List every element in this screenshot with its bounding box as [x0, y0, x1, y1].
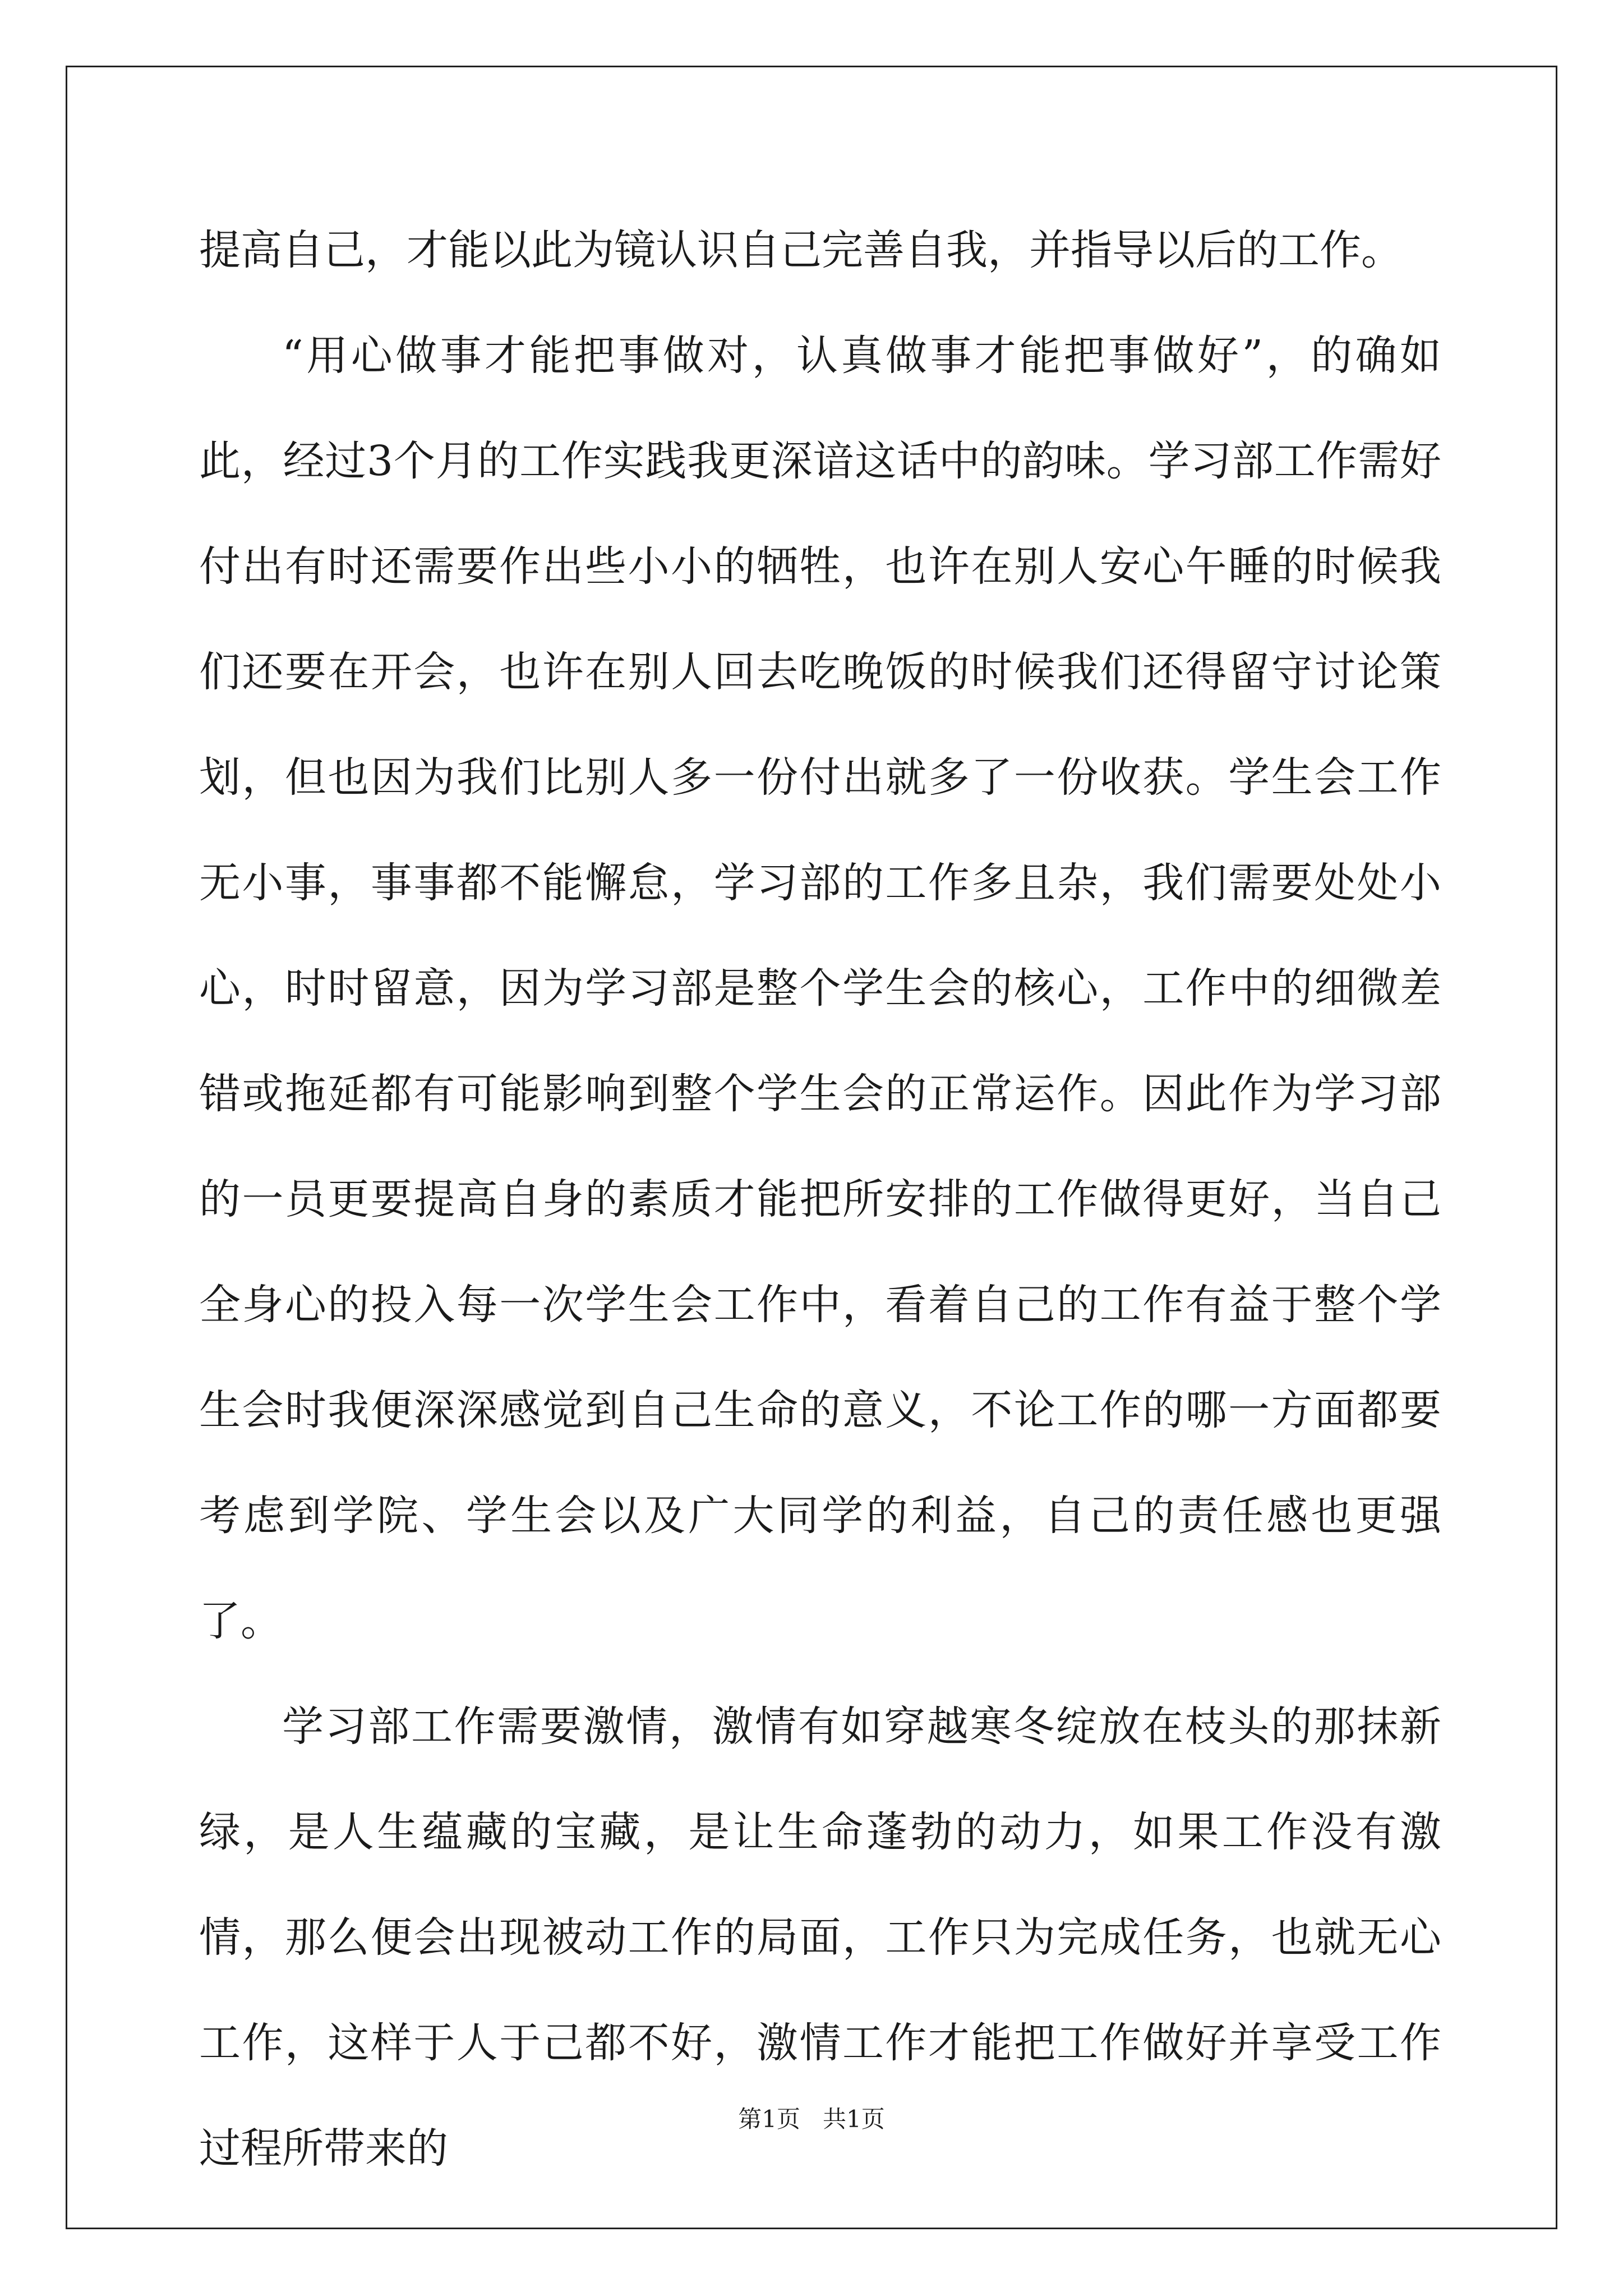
page-total: 共1页: [823, 2105, 885, 2133]
document-body: [199, 197, 1441, 2201]
paragraph-2: “用心做事才能把事做对，认真做事才能把事做好”，的确如此，经过3个月的工作实践我更深谙这话中的韵味。学习部工作需好付出有时还需要作出些小小的牺牲，也许在别人安心午睡的时候我们还要在开会，也许在别人回去吃晚饭的时候我们还得留守讨论策划，但也因为我们比别人多一份付出就多了一份收获。学生会工作无小事，事事都不能懈怠，学习部的工作多且杂，我们需要处处小心，时时留意，因为学习部是整个学生会的核心，工作中的细微差错或拖延都有可能影响到整个学生会的正常运作。因此作为学习部的一员更要提高自身的素质才能把所安排的工作做得更好，当自己全身心的投入每一次学生会工作中，看着自己的工作有益于整个学生会时我便深深感觉到自己生命的意义，不论工作的哪一方面都要考虑到学院、学生会以及广大同学的利益，自己的责任感也更强了。: [199, 332, 1441, 1645]
paragraph-1: 提高自己，才能以此为镜认识自己完善自我，并指导以后的工作。: [199, 226, 1403, 274]
paragraph-3: 学习部工作需要激情，激情有如穿越寒冬绽放在枝头的那抹新绿，是人生蕴藏的宝藏，是让生命蓬勃的动力，如果工作没有激情，那么便会出现被动工作的局面，工作只为完成任务，也就无心工作，这样于人于己都不好，激情工作才能把工作做好并享受工作过程所带来的: [199, 1703, 1441, 2173]
page-footer: [0, 2101, 1623, 2134]
page-number: 第1页: [738, 2105, 800, 2133]
